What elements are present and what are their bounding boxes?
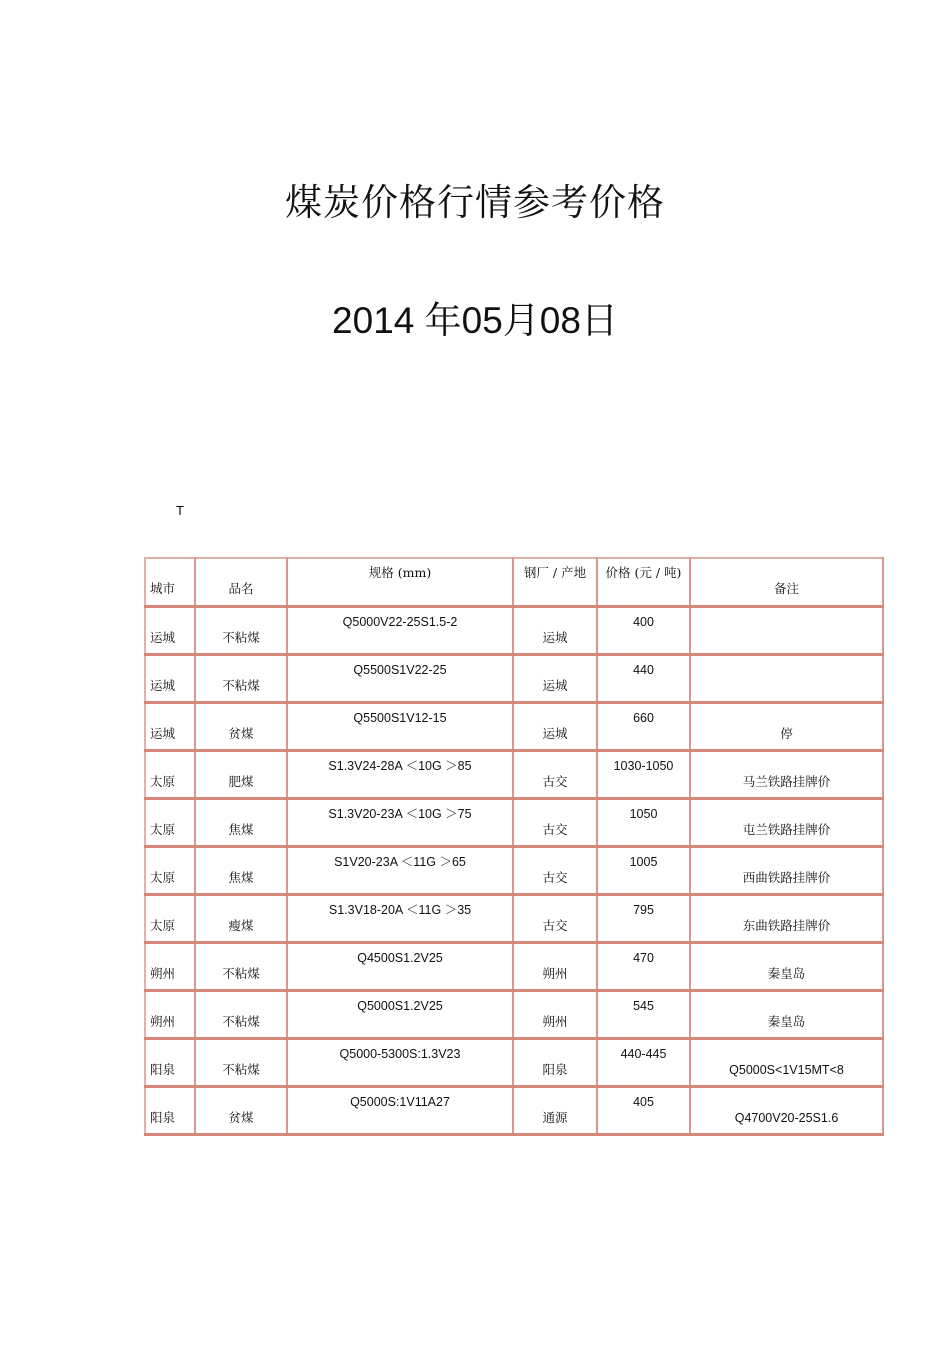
cell-text-origin: 朔州 — [542, 965, 568, 981]
price-table — [144, 557, 884, 1136]
cell-product — [195, 750, 287, 798]
cell-spec — [287, 798, 513, 846]
cell-city — [145, 750, 195, 798]
cell-text-city: 阳泉 — [150, 1061, 176, 1077]
cell-text-origin: 阳泉 — [542, 1061, 568, 1077]
cell-city — [145, 1038, 195, 1086]
table-row — [145, 1086, 883, 1134]
table-row — [145, 942, 883, 990]
cell-product — [195, 798, 287, 846]
cell-text-product: 瘦煤 — [228, 917, 254, 933]
cell-text-note: Q4700V20-25S1.6 — [734, 1110, 839, 1125]
cell-product — [195, 702, 287, 750]
cell-note — [690, 1086, 883, 1134]
table-row — [145, 702, 883, 750]
cell-text-city: 太原 — [150, 773, 176, 789]
cell-text-note: 屯兰铁路挂牌价 — [742, 821, 831, 837]
table-row — [145, 654, 883, 702]
cell-note — [690, 846, 883, 894]
cell-note — [690, 702, 883, 750]
cell-text-origin: 古交 — [542, 773, 568, 789]
cell-spec — [287, 990, 513, 1038]
cell-text-spec: Q5500S1V22-25 — [353, 662, 447, 677]
cell-text-product: 肥煤 — [228, 773, 254, 789]
cell-text-city: 朔州 — [150, 965, 176, 981]
cell-text-product: 贫煤 — [228, 725, 254, 741]
cell-spec — [287, 750, 513, 798]
cell-origin — [513, 1086, 597, 1134]
cell-text-note — [695, 628, 878, 648]
cell-note — [690, 654, 883, 702]
cell-spec — [287, 654, 513, 702]
cell-text-product: 贫煤 — [228, 1109, 254, 1125]
cell-text-note: 秦皇岛 — [767, 965, 806, 981]
cell-price — [597, 846, 690, 894]
table-row — [145, 798, 883, 846]
cell-text-spec: S1.3V20-23A ＜10G ＞75 — [328, 806, 472, 821]
cell-note — [690, 1038, 883, 1086]
cell-text-product: 焦煤 — [228, 821, 254, 837]
cell-product — [195, 1038, 287, 1086]
cell-price — [597, 654, 690, 702]
header-origin: 钢厂 / 产地 — [513, 558, 597, 606]
cell-text-price: 405 — [633, 1094, 654, 1109]
cell-text-city: 太原 — [150, 869, 176, 885]
cell-city — [145, 1086, 195, 1134]
cell-text-origin: 古交 — [542, 917, 568, 933]
cell-text-spec: S1.3V24-28A ＜10G ＞85 — [328, 758, 472, 773]
cell-text-product: 焦煤 — [228, 869, 254, 885]
cell-product — [195, 654, 287, 702]
document-date: 2014 年05月08日 — [332, 300, 618, 341]
cell-text-note: 秦皇岛 — [767, 1013, 806, 1029]
cell-text-spec: Q5500S1V12-15 — [353, 710, 447, 725]
cell-price — [597, 894, 690, 942]
table-row — [145, 1038, 883, 1086]
cell-text-note: 停 — [780, 725, 793, 741]
cell-city — [145, 702, 195, 750]
cell-note — [690, 942, 883, 990]
table-row — [145, 894, 883, 942]
cell-text-spec: Q5000S1.2V25 — [357, 998, 443, 1013]
cell-text-origin: 通源 — [542, 1109, 568, 1125]
cell-note — [690, 798, 883, 846]
table-header-row — [145, 558, 883, 606]
cell-origin — [513, 654, 597, 702]
cell-product — [195, 606, 287, 654]
cell-text-price: 470 — [633, 950, 654, 965]
cell-note — [690, 606, 883, 654]
cell-city — [145, 894, 195, 942]
cell-text-city: 朔州 — [150, 1013, 176, 1029]
table-row — [145, 846, 883, 894]
cell-origin — [513, 702, 597, 750]
header-spec: 规格 (mm) — [287, 558, 513, 606]
cell-text-city: 运城 — [150, 677, 176, 693]
cell-price — [597, 990, 690, 1038]
cell-text-price: 400 — [633, 614, 654, 629]
cell-product — [195, 846, 287, 894]
cell-city — [145, 990, 195, 1038]
cell-text-spec: S1.3V18-20A ＜11G ＞35 — [328, 902, 472, 917]
cell-origin — [513, 894, 597, 942]
cell-text-product: 不粘煤 — [222, 677, 260, 693]
cell-text-spec: Q5000S:1V11A27 — [350, 1094, 450, 1109]
cell-spec — [287, 702, 513, 750]
cell-origin — [513, 798, 597, 846]
cell-city — [145, 798, 195, 846]
cell-text-price: 1050 — [629, 806, 658, 821]
cell-text-product: 不粘煤 — [222, 629, 260, 645]
cell-price — [597, 750, 690, 798]
table-row — [145, 750, 883, 798]
cell-price — [597, 702, 690, 750]
cell-text-spec: Q5000-5300S:1.3V23 — [339, 1046, 461, 1061]
cell-text-product: 不粘煤 — [222, 1061, 260, 1077]
header-price: 价格 (元 / 吨) — [597, 558, 690, 606]
cell-text-price: 545 — [633, 998, 654, 1013]
cell-note — [690, 894, 883, 942]
cell-text-city: 太原 — [150, 917, 176, 933]
cell-text-origin: 古交 — [542, 869, 568, 885]
cell-text-note: 马兰铁路挂牌价 — [742, 773, 831, 789]
stray-mark: T — [176, 503, 184, 518]
cell-city — [145, 654, 195, 702]
cell-text-city: 运城 — [150, 629, 176, 645]
cell-text-note: Q5000S<1V15MT<8 — [729, 1062, 844, 1077]
cell-origin — [513, 846, 597, 894]
cell-product — [195, 990, 287, 1038]
cell-product — [195, 894, 287, 942]
cell-text-origin: 运城 — [542, 725, 568, 741]
cell-spec — [287, 606, 513, 654]
cell-text-spec: Q5000V22-25S1.5-2 — [342, 614, 458, 629]
cell-text-city: 阳泉 — [150, 1109, 176, 1125]
cell-text-price: 440 — [633, 662, 654, 677]
document-title: 煤炭价格行情参考价格 — [285, 181, 665, 224]
cell-spec — [287, 1086, 513, 1134]
cell-price — [597, 798, 690, 846]
cell-text-price: 1005 — [629, 854, 658, 869]
cell-text-note: 东曲铁路挂牌价 — [742, 917, 831, 933]
cell-text-origin: 朔州 — [542, 1013, 568, 1029]
header-product: 品名 — [195, 558, 287, 606]
cell-price — [597, 942, 690, 990]
table-row — [145, 990, 883, 1038]
cell-city — [145, 606, 195, 654]
cell-text-spec: S1V20-23A ＜11G ＞65 — [334, 854, 466, 869]
cell-text-spec: Q4500S1.2V25 — [357, 950, 443, 965]
cell-note — [690, 750, 883, 798]
cell-text-city: 太原 — [150, 821, 176, 837]
cell-spec — [287, 894, 513, 942]
cell-spec — [287, 846, 513, 894]
cell-text-origin: 运城 — [542, 629, 568, 645]
cell-price — [597, 1038, 690, 1086]
cell-origin — [513, 750, 597, 798]
cell-price — [597, 606, 690, 654]
cell-origin — [513, 942, 597, 990]
cell-spec — [287, 942, 513, 990]
table-row — [145, 606, 883, 654]
cell-text-price: 660 — [633, 710, 654, 725]
cell-text-city: 运城 — [150, 725, 176, 741]
cell-product — [195, 942, 287, 990]
cell-text-origin: 运城 — [542, 677, 568, 693]
cell-text-note: 西曲铁路挂牌价 — [742, 869, 831, 885]
cell-price — [597, 1086, 690, 1134]
cell-text-product: 不粘煤 — [222, 1013, 260, 1029]
cell-text-price: 440-445 — [620, 1046, 667, 1061]
cell-origin — [513, 606, 597, 654]
cell-city — [145, 846, 195, 894]
cell-note — [690, 990, 883, 1038]
cell-spec — [287, 1038, 513, 1086]
cell-text-product: 不粘煤 — [222, 965, 260, 981]
header-city: 城市 — [145, 558, 195, 606]
cell-origin — [513, 1038, 597, 1086]
cell-text-price: 795 — [633, 902, 654, 917]
cell-text-origin: 古交 — [542, 821, 568, 837]
cell-text-note — [695, 676, 878, 696]
cell-text-price: 1030-1050 — [613, 758, 674, 773]
header-note: 备注 — [690, 558, 883, 606]
cell-city — [145, 942, 195, 990]
cell-product — [195, 1086, 287, 1134]
cell-origin — [513, 990, 597, 1038]
table-body — [145, 606, 883, 1134]
